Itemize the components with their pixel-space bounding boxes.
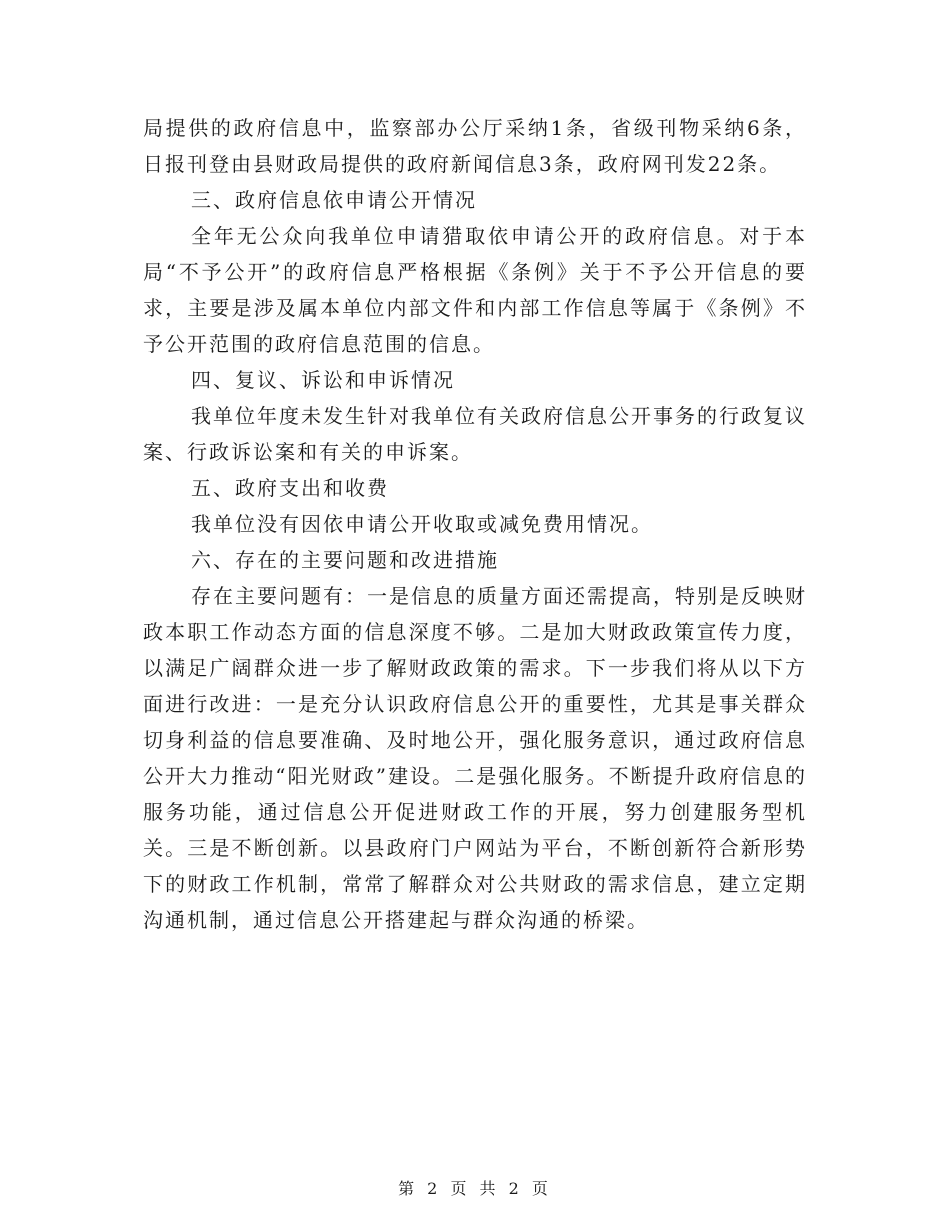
section-heading-3: 三、政府信息依申请公开情况 — [191, 188, 477, 212]
paragraph-section-3: 全年无公众向我单位申请猎取依申请公开的政府信息。对于本局“不予公开”的政府信息严格根据《条例》关于不予公开信息的要求，主要是涉及属本单位内部文件和内部工作信息等属于《条例》不予公开范围的政府信息范围的信息。 — [143, 224, 807, 356]
section-heading-6: 六、存在的主要问题和改进措施 — [191, 548, 499, 572]
paragraph-section-5: 我单位没有因依申请公开收取或减免费用情况。 — [191, 512, 653, 536]
document-body — [143, 110, 807, 938]
section-heading-5: 五、政府支出和收费 — [191, 476, 389, 500]
paragraph-section-6: 存在主要问题有：一是信息的质量方面还需提高，特别是反映财政本职工作动态方面的信息深度不够。二是加大财政政策宣传力度，以满足广阔群众进一步了解财政政策的需求。下一步我们将从以下方面进行改进：一是充分认识政府信息公开的重要性，尤其是事关群众切身利益的信息要准确、及时地公开，强化服务意识，通过政府信息公开大力推动“阳光财政”建设。二是强化服务。不断提升政府信息的服务功能，通过信息公开促进财政工作的开展，努力创建服务型机关。三是不断创新。以县政府门户网站为平台，不断创新符合新形势下的财政工作机制，常常了解群众对公共财政的需求信息，建立定期沟通机制，通过信息公开搭建起与群众沟通的桥梁。 — [143, 584, 807, 932]
page-footer: 第 2 页 共 2 页 — [398, 1179, 552, 1198]
section-heading-4: 四、复议、诉讼和申诉情况 — [191, 368, 455, 392]
paragraph-section-4: 我单位年度未发生针对我单位有关政府信息公开事务的行政复议案、行政诉讼案和有关的申诉案。 — [143, 404, 807, 464]
paragraph-continuation: 局提供的政府信息中，监察部办公厅采纳1条，省级刊物采纳6条，日报刊登由县财政局提供的政府新闻信息3条，政府网刊发22条。 — [143, 116, 807, 176]
